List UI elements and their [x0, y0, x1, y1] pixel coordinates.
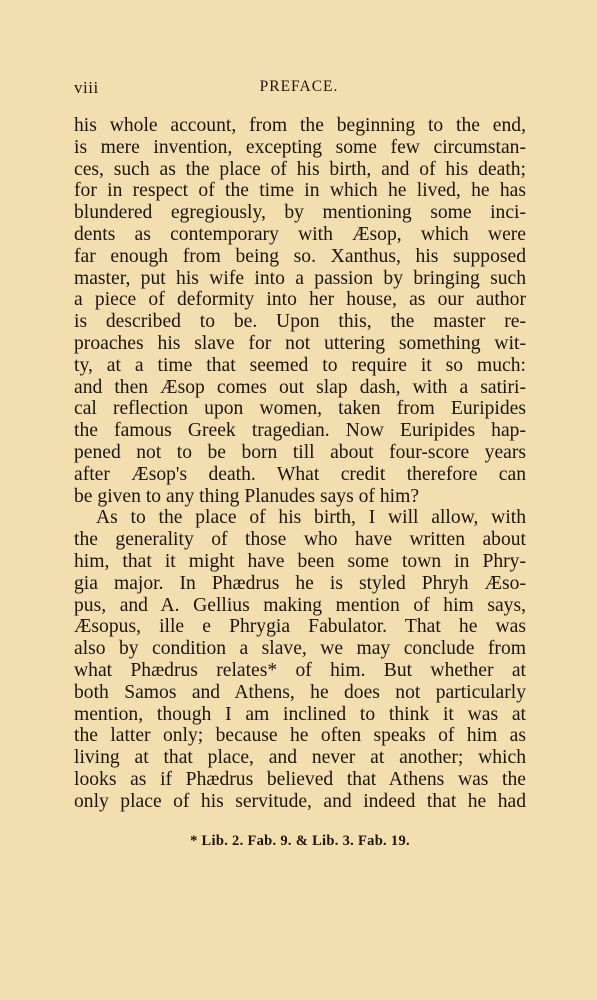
- text-line: him, that it might have been some town in Phry-: [74, 550, 526, 572]
- text-line: only place of his servitude, and indeed that he had: [74, 790, 526, 812]
- text-line: proaches his slave for not uttering something wit-: [74, 332, 526, 354]
- text-line: ces, such as the place of his birth, and of his death;: [74, 158, 526, 180]
- text-line: far enough from being so. Xanthus, his supposed: [74, 245, 526, 267]
- text-line: both Samos and Athens, he does not particularly: [74, 681, 526, 703]
- text-line: be given to any thing Planudes says of him?: [74, 485, 420, 507]
- page-header: [74, 78, 524, 100]
- text-line: dents as contemporary with Æsop, which were: [74, 223, 526, 245]
- text-line: living at that place, and never at another; which: [74, 747, 526, 769]
- text-line: for in respect of the time in which he lived, he has: [74, 180, 526, 202]
- text-line: master, put his wife into a passion by bringing such: [74, 267, 526, 289]
- text-line: As to the place of his birth, I will allow, with: [96, 507, 526, 529]
- text-line: mention, though I am inclined to think it was at: [74, 703, 526, 725]
- body-text: [74, 115, 526, 813]
- text-line: Æsopus, ille e Phrygia Fabulator. That he was: [74, 616, 526, 638]
- text-line: looks as if Phædrus believed that Athens was the: [74, 768, 526, 790]
- text-line: the famous Greek tragedian. Now Euripides hap-: [74, 420, 526, 442]
- text-line: after Æsop's death. What credit therefore can: [74, 463, 526, 485]
- text-line: what Phædrus relates* of him. But whether at: [74, 659, 526, 681]
- text-line: pened not to be born till about four-score years: [74, 441, 526, 463]
- text-line: is mere invention, excepting some few circumstan-: [74, 136, 526, 158]
- text-line: gia major. In Phædrus he is styled Phryh Æso-: [74, 572, 526, 594]
- text-line: blundered egregiously, by mentioning some inci-: [74, 202, 526, 224]
- text-line: the generality of those who have written about: [74, 529, 526, 551]
- footnote: * Lib. 2. Fab. 9. & Lib. 3. Fab. 19.: [190, 833, 410, 849]
- text-line: pus, and A. Gellius making mention of him says,: [74, 594, 526, 616]
- text-line: and then Æsop comes out slap dash, with a satiri-: [74, 376, 526, 398]
- text-line: ty, at a time that seemed to require it so much:: [74, 354, 526, 376]
- running-title: PREFACE.: [259, 78, 339, 95]
- text-line: a piece of deformity into her house, as our author: [74, 289, 526, 311]
- text-line: his whole account, from the beginning to the end,: [74, 115, 526, 136]
- text-line: is described to be. Upon this, the master re-: [74, 311, 526, 333]
- text-line: the latter only; because he often speaks of him as: [74, 725, 526, 747]
- page-number: viii: [74, 78, 99, 97]
- text-line: cal reflection upon women, taken from Euripides: [74, 398, 526, 420]
- text-line: also by condition a slave, we may conclude from: [74, 638, 526, 660]
